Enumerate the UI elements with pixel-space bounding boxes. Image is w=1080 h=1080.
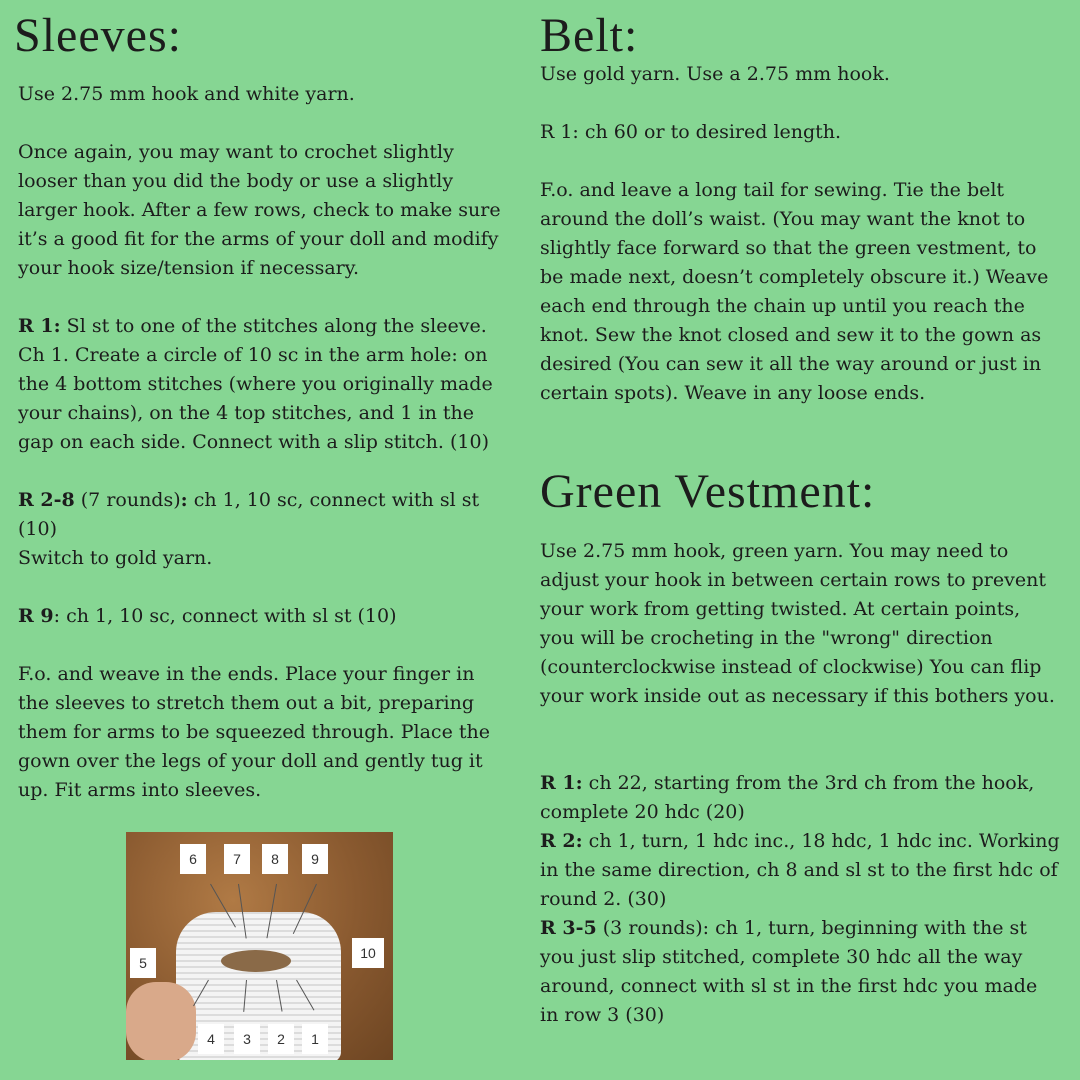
sleeves-heading: Sleeves: (14, 9, 182, 62)
belt-finish: F.o. and leave a long tail for sewing. Tie the belt around the doll’s waist. (You may want the knot to slightly face forward so that the green vestment, to be made next, doesn’t completely obscure it.) Weave each end through the chain up until you reach the knot. Sew the knot closed and sew it to the gown as desired (You can sew it all the way around or just in certain spots). Weave in any loose ends. (540, 179, 1049, 404)
sleeves-round-9: R 9: ch 1, 10 sc, connect with sl st (10) (18, 605, 397, 627)
stitch-label: 10 (352, 938, 384, 968)
round-label: R 3-5 (540, 917, 597, 939)
belt-hook-note: Use gold yarn. Use a 2.75 mm hook. (540, 63, 890, 85)
arm-hole (221, 950, 291, 972)
round-label: R 2: (540, 830, 583, 852)
sleeves-finish: F.o. and weave in the ends. Place your finger in the sleeves to stretch them out a bit, preparing them for arms to be squeezed through. Place the gown over the legs of your doll and gently tug it up. Fit arms into sleeves. (18, 663, 490, 801)
vestment-round-2: R 2: ch 1, turn, 1 hdc inc., 18 hdc, 1 hdc inc. Working in the same direction, ch 8 and sl st to the first hdc of round 2. (30) (540, 830, 1060, 910)
vestment-round-3-5: R 3-5 (3 rounds): ch 1, turn, beginning with the st you just slip stitched, complete 30 hdc all the way around, connect with sl st in the first hdc you made in row 3 (30) (540, 917, 1038, 1026)
stitch-label: 9 (302, 844, 328, 874)
finger (126, 982, 196, 1060)
vestment-hook-note: Use 2.75 mm hook, green yarn. You may need to adjust your hook in between certain rows to prevent your work from getting twisted. At certain points, you will be crocheting in the "wrong" direction (counterclockwise instead of clockwise) You can flip your work inside out as necessary if this bothers you. (540, 540, 1055, 707)
stitch-label: 8 (262, 844, 288, 874)
vestment-round-1: R 1: ch 22, starting from the 3rd ch from the hook, complete 20 hdc (20) (540, 772, 1035, 823)
round-label: R 2-8 (18, 489, 75, 511)
stitch-label: 1 (302, 1024, 328, 1054)
sleeves-round-2-8: R 2-8 (7 rounds): ch 1, 10 sc, connect with sl st (10) (18, 489, 480, 540)
sleeves-hook-note: Use 2.75 mm hook and white yarn. (18, 83, 355, 105)
sleeve-photo (126, 832, 393, 1060)
vestment-heading: Green Vestment: (540, 465, 876, 518)
stitch-label: 2 (268, 1024, 294, 1054)
belt-round-1: R 1: ch 60 or to desired length. (540, 121, 842, 143)
stitch-label: 7 (224, 844, 250, 874)
sleeves-fit-note: Once again, you may want to crochet slightly looser than you did the body or use a slightly larger hook. After a few rows, check to make sure it’s a good fit for the arms of your doll and modify your hook size/tension if necessary. (18, 141, 501, 279)
sleeves-switch-yarn: Switch to gold yarn. (18, 547, 213, 569)
round-label: R 1: (18, 315, 61, 337)
belt-heading: Belt: (540, 9, 639, 62)
round-label: R 1: (540, 772, 583, 794)
stitch-label: 4 (198, 1024, 224, 1054)
stitch-label: 5 (130, 948, 156, 978)
round-label: R 9 (18, 605, 54, 627)
stitch-label: 6 (180, 844, 206, 874)
sleeves-round-1: R 1: Sl st to one of the stitches along the sleeve. Ch 1. Create a circle of 10 sc in the arm hole: on the 4 bottom stitches (where you originally made your chains), on the 4 top stitches, and 1 in the gap on each side. Connect with a slip stitch. (10) (18, 315, 493, 453)
stitch-label: 3 (234, 1024, 260, 1054)
